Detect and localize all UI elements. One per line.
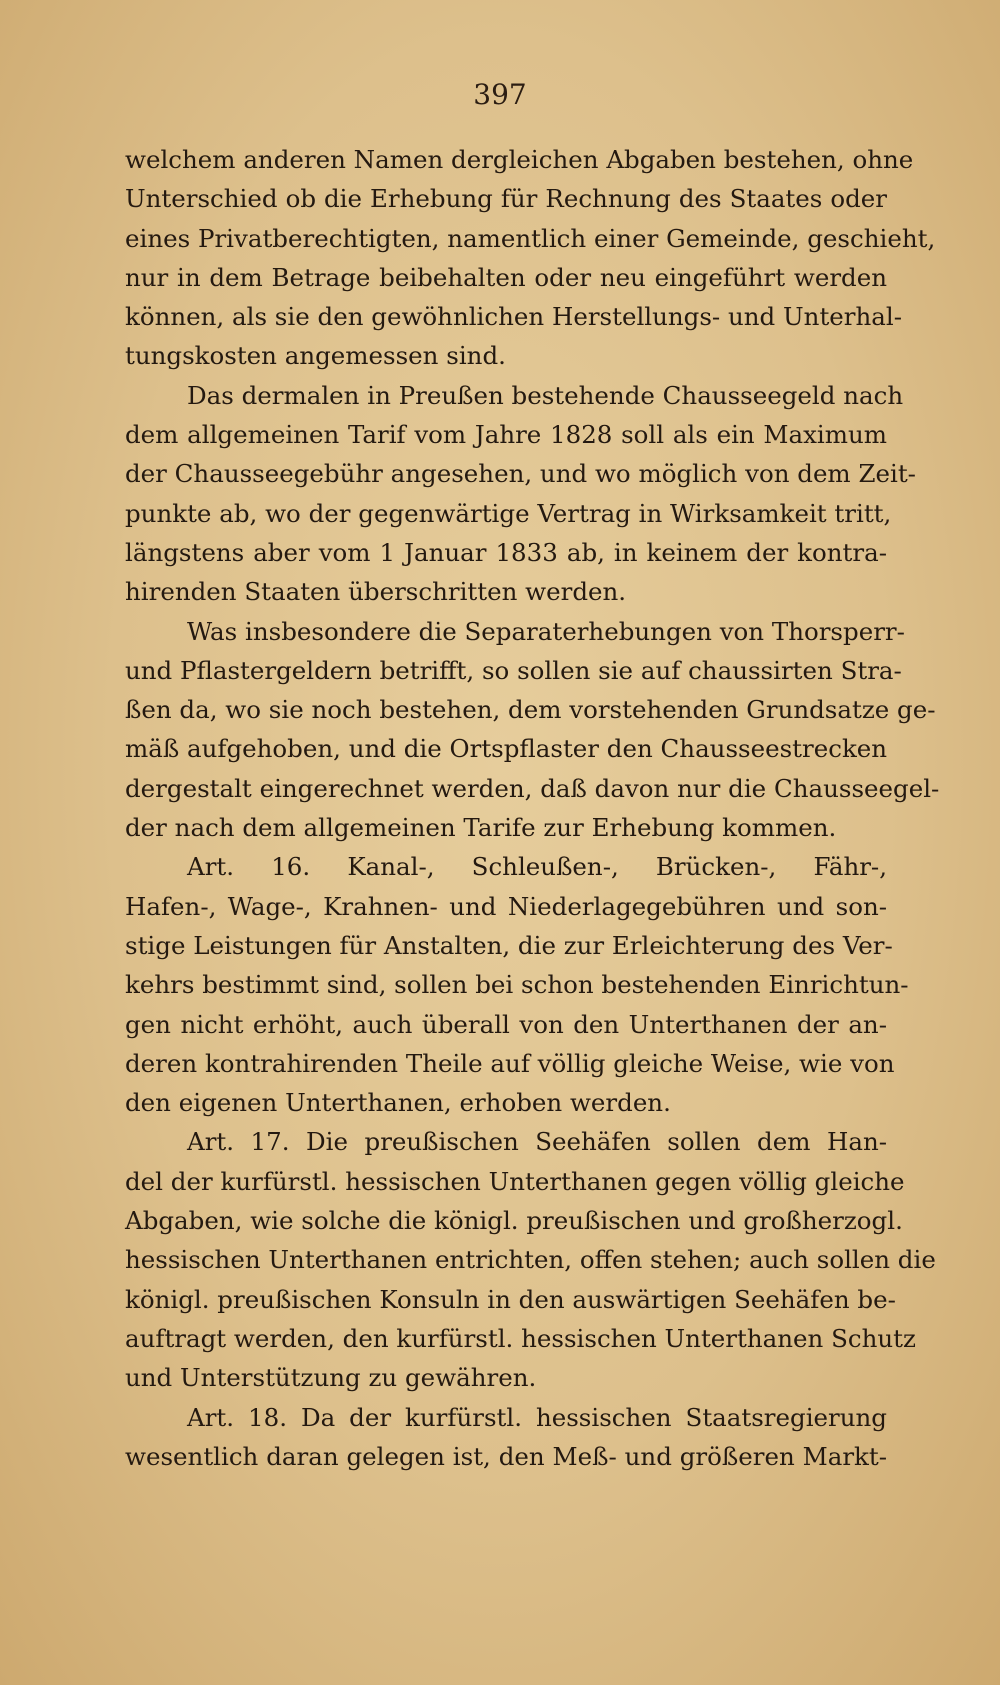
body-text bbox=[125, 140, 940, 1476]
text-line: der nach dem allgemeinen Tarife zur Erhebung kommen. bbox=[125, 813, 837, 843]
text-line: stige Leistungen für Anstalten, die zur Erleichterung des Ver- bbox=[125, 930, 893, 960]
text-line: auftragt werden, den kurfürstl. hessischen Unterthanen Schutz bbox=[125, 1323, 916, 1353]
text-line: der Chausseegebühr angesehen, und wo möglich von dem Zeit- bbox=[125, 459, 916, 489]
text-line: gen nicht erhöht, auch überall von den Unterthanen der an- bbox=[125, 1009, 887, 1039]
text-line: hirenden Staaten überschritten werden. bbox=[125, 577, 627, 607]
text-line: königl. preußischen Konsuln in den auswärtigen Seehäfen be- bbox=[125, 1284, 896, 1314]
text-line: längstens aber vom 1 Januar 1833 ab, in keinem der kontra- bbox=[125, 537, 887, 567]
text-line: wesentlich daran gelegen ist, den Meß- und größeren Markt- bbox=[125, 1441, 887, 1471]
text-line: mäß aufgehoben, und die Ortspflaster den Chausseestrecken bbox=[125, 734, 888, 764]
text-line: dem allgemeinen Tarif vom Jahre 1828 soll als ein Maximum bbox=[125, 420, 887, 450]
text-line: hessischen Unterthanen entrichten, offen stehen; auch sollen die bbox=[125, 1245, 936, 1275]
text-line: können, als sie den gewöhnlichen Herstellungs- und Unterhal- bbox=[125, 302, 903, 332]
text-line: ßen da, wo sie noch bestehen, dem vorstehenden Grundsatze ge- bbox=[125, 695, 936, 725]
text-line: eines Privatberechtigten, namentlich einer Gemeinde, geschieht, bbox=[125, 223, 936, 253]
text-line: dergestalt eingerechnet werden, daß davon nur die Chausseegel- bbox=[125, 773, 940, 803]
text-line: Das dermalen in Preußen bestehende Chausseegeld nach bbox=[187, 380, 904, 410]
text-line: deren kontrahirenden Theile auf völlig gleiche Weise, wie von bbox=[125, 1048, 895, 1078]
text-line: und Pflastergeldern betrifft, so sollen sie auf chaussirten Stra- bbox=[125, 655, 902, 685]
text-line: Art. 17. Die preußischen Seehäfen sollen dem Han- bbox=[187, 1127, 887, 1157]
text-line: Unterschied ob die Erhebung für Rechnung des Staates oder bbox=[125, 184, 887, 214]
text-line: tungskosten angemessen sind. bbox=[125, 341, 506, 371]
text-line: Art. 18. Da der kurfürstl. hessischen Staatsregierung bbox=[187, 1402, 887, 1432]
page-number: 397 bbox=[473, 78, 527, 111]
text-line: Art. 16. Kanal-, Schleußen-, Brücken-, Fähr-, bbox=[187, 852, 887, 882]
text-line: Abgaben, wie solche die königl. preußischen und großherzogl. bbox=[125, 1206, 903, 1236]
text-line: nur in dem Betrage beibehalten oder neu eingeführt werden bbox=[125, 262, 887, 292]
text-line: welchem anderen Namen dergleichen Abgaben bestehen, ohne bbox=[125, 145, 914, 174]
text-line: kehrs bestimmt sind, sollen bei schon bestehenden Einrichtun- bbox=[125, 970, 909, 1000]
text-line: und Unterstützung zu gewähren. bbox=[125, 1363, 537, 1393]
text-line: Hafen-, Wage-, Krahnen- und Niederlagegebühren und son- bbox=[125, 891, 887, 921]
text-line: punkte ab, wo der gegenwärtige Vertrag in Wirksamkeit tritt, bbox=[125, 498, 892, 528]
text-line: del der kurfürstl. hessischen Unterthanen gegen völlig gleiche bbox=[125, 1166, 905, 1196]
text-line: Was insbesondere die Separaterhebungen von Thorsperr- bbox=[187, 616, 905, 646]
text-line: den eigenen Unterthanen, erhoben werden. bbox=[125, 1088, 671, 1118]
